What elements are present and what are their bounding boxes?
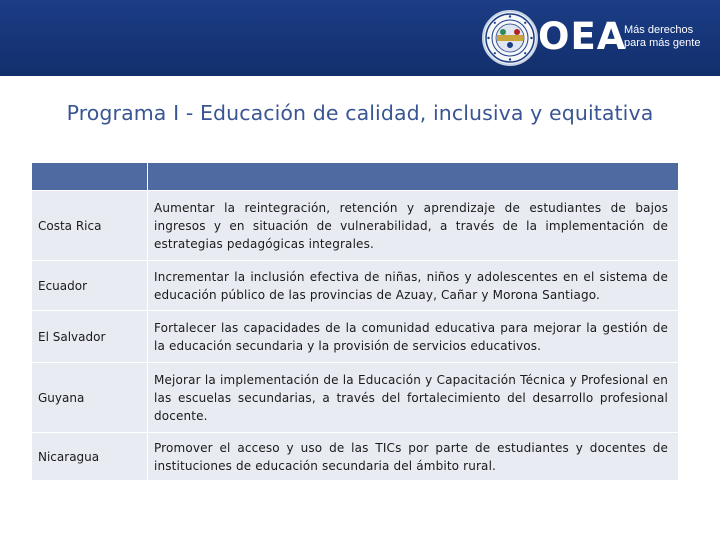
brand-tagline: Más derechos para más gente [624, 24, 701, 49]
table-row [32, 261, 679, 311]
table-row [32, 433, 679, 481]
country-cell: Ecuador [32, 261, 148, 311]
country-cell: Costa Rica [32, 191, 148, 261]
table-row [32, 363, 679, 433]
country-cell: Nicaragua [32, 433, 148, 481]
program-table [31, 162, 679, 481]
table-row [32, 191, 679, 261]
table-header-country [32, 163, 148, 191]
table-row [32, 311, 679, 363]
description-cell: Promover el acceso y uso de las TICs por parte de estudiantes y docentes de instituciones de educación secundaria del ámbito rural. [148, 433, 679, 481]
oea-logo [480, 8, 710, 70]
table-header-row [32, 163, 679, 191]
page-title: Programa I - Educación de calidad, inclusiva y equitativa [66, 101, 654, 125]
description-cell: Mejorar la implementación de la Educación y Capacitación Técnica y Profesional en las escuelas secundarias, a través del fortalecimiento del desarrollo profesional docente. [148, 363, 679, 433]
description-cell: Fortalecer las capacidades de la comunidad educativa para mejorar la gestión de la educación secundaria y la provisión de servicios educativos. [148, 311, 679, 363]
country-cell: Guyana [32, 363, 148, 433]
description-cell: Aumentar la reintegración, retención y aprendizaje de estudiantes de bajos ingresos y en situación de vulnerabilidad, a través de la implementación de estrategias pedagógicas integrales. [148, 191, 679, 261]
description-cell: Incrementar la inclusión efectiva de niñas, niños y adolescentes en el sistema de educación público de las provincias de Azuay, Cañar y Morona Santiago. [148, 261, 679, 311]
country-cell: El Salvador [32, 311, 148, 363]
table-header-description [148, 163, 679, 191]
header-band [0, 0, 720, 76]
brand-name: OEA [538, 15, 627, 58]
oas-seal-icon [482, 10, 538, 66]
